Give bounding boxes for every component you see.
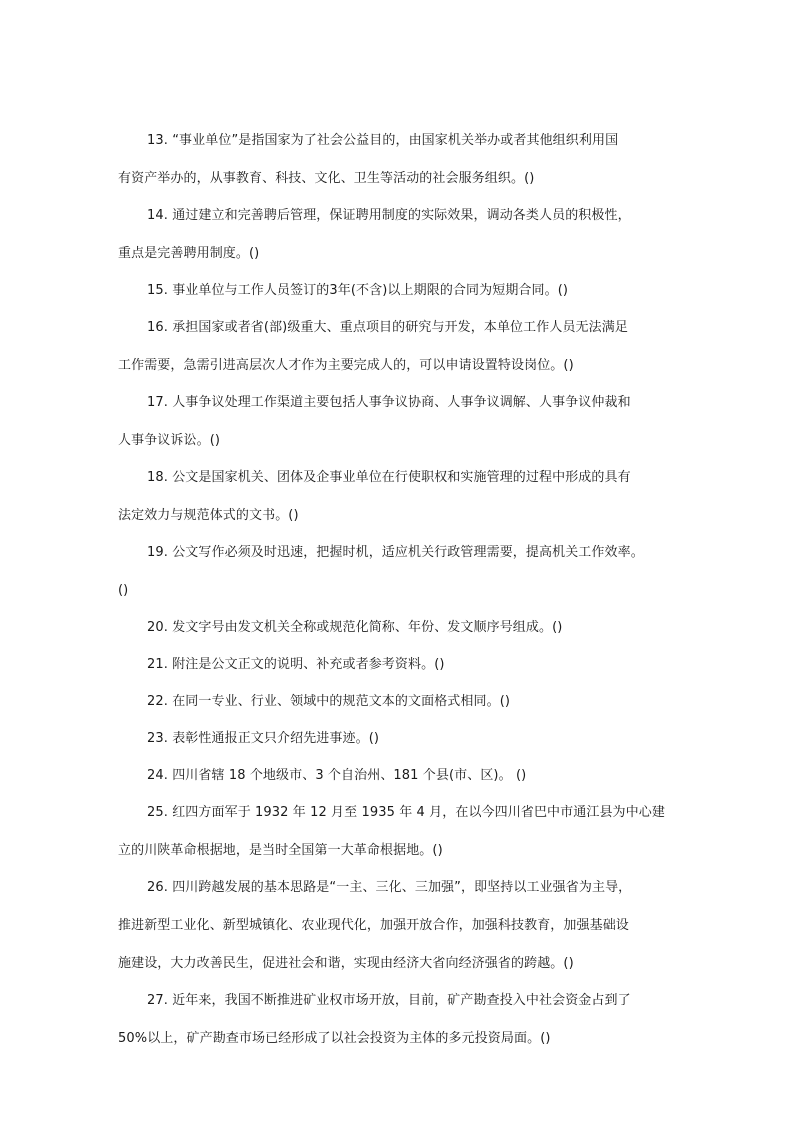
question-continuation-line: 重点是完善聘用制度。(): [118, 246, 260, 261]
question-item: [118, 729, 678, 748]
question-continuation-line: (): [118, 583, 129, 598]
question-continuation-line: 工作需要，急需引进高层次人才作为主要完成人的，可以申请设置特设岗位。(): [118, 358, 574, 373]
question-item: [118, 206, 678, 263]
question-first-line: 17. 人事争议处理工作渠道主要包括人事争议协商、人事争议调解、人事争议仲裁和: [147, 395, 631, 410]
question-first-line: 24. 四川省辖 18 个地级市、3 个自治州、181 个县(市、区)。 (): [147, 768, 527, 783]
question-continuation-line: 立的川陕革命根据地，是当时全国第一大革命根据地。(): [118, 843, 443, 858]
question-item: [118, 878, 678, 973]
question-continuation-line: 法定效力与规范体式的文书。(): [118, 508, 299, 523]
question-first-line: 16. 承担国家或者省(部)级重大、重点项目的研究与开发，本单位工作人员无法满足: [147, 320, 628, 335]
question-first-line: 15. 事业单位与工作人员签订的3年(不含)以上期限的合同为短期合同。(): [147, 283, 569, 298]
question-continuation-line: 有资产举办的，从事教育、科技、文化、卫生等活动的社会服务组织。(): [118, 171, 535, 186]
question-item: [118, 468, 678, 525]
question-first-line: 13. “事业单位”是指国家为了社会公益目的，由国家机关举办或者其他组织利用国: [147, 133, 619, 148]
question-item: [118, 766, 678, 785]
question-continuation-line: 施建设，大力改善民生，促进社会和谐，实现由经济大省向经济强省的跨越。(): [118, 956, 574, 971]
question-first-line: 22. 在同一专业、行业、领域中的规范文本的文面格式相同。(): [147, 694, 511, 709]
question-item: [118, 543, 678, 600]
question-item: [118, 692, 678, 711]
question-first-line: 27. 近年来，我国不断推进矿业权市场开放，目前，矿产勘查投入中社会资金占到了: [147, 993, 631, 1008]
question-first-line: 20. 发文字号由发文机关全称或规范化简称、年份、发文顺序号组成。(): [147, 620, 563, 635]
question-item: [118, 131, 678, 188]
question-continuation-line: 50%以上，矿产勘查市场已经形成了以社会投资为主体的多元投资局面。(): [118, 1031, 551, 1046]
question-item: [118, 318, 678, 375]
question-first-line: 25. 红四方面军于 1932 年 12 月至 1935 年 4 月，在以今四川省巴中市通江县为中心建: [147, 805, 665, 820]
question-item: [118, 991, 678, 1048]
question-item: [118, 393, 678, 450]
question-first-line: 19. 公文写作必须及时迅速，把握时机，适应机关行政管理需要，提高机关工作效率。: [147, 545, 644, 560]
question-first-line: 23. 表彰性通报正文只介绍先进事迹。(): [147, 731, 380, 746]
question-continuation-line: 推进新型工业化、新型城镇化、农业现代化，加强开放合作，加强科技教育，加强基础设: [118, 918, 629, 933]
question-item: [118, 803, 678, 860]
question-item: [118, 281, 678, 300]
question-first-line: 14. 通过建立和完善聘后管理，保证聘用制度的实际效果，调动各类人员的积极性，: [147, 208, 631, 223]
question-first-line: 21. 附注是公文正文的说明、补充或者参考资料。(): [147, 657, 445, 672]
question-continuation-line: 人事争议诉讼。(): [118, 433, 221, 448]
question-item: [118, 618, 678, 637]
question-first-line: 26. 四川跨越发展的基本思路是“一主、三化、三加强”，即坚持以工业强省为主导，: [147, 880, 632, 895]
question-first-line: 18. 公文是国家机关、团体及企事业单位在行使职权和实施管理的过程中形成的具有: [147, 470, 631, 485]
document-body: [118, 131, 678, 1066]
question-item: [118, 655, 678, 674]
